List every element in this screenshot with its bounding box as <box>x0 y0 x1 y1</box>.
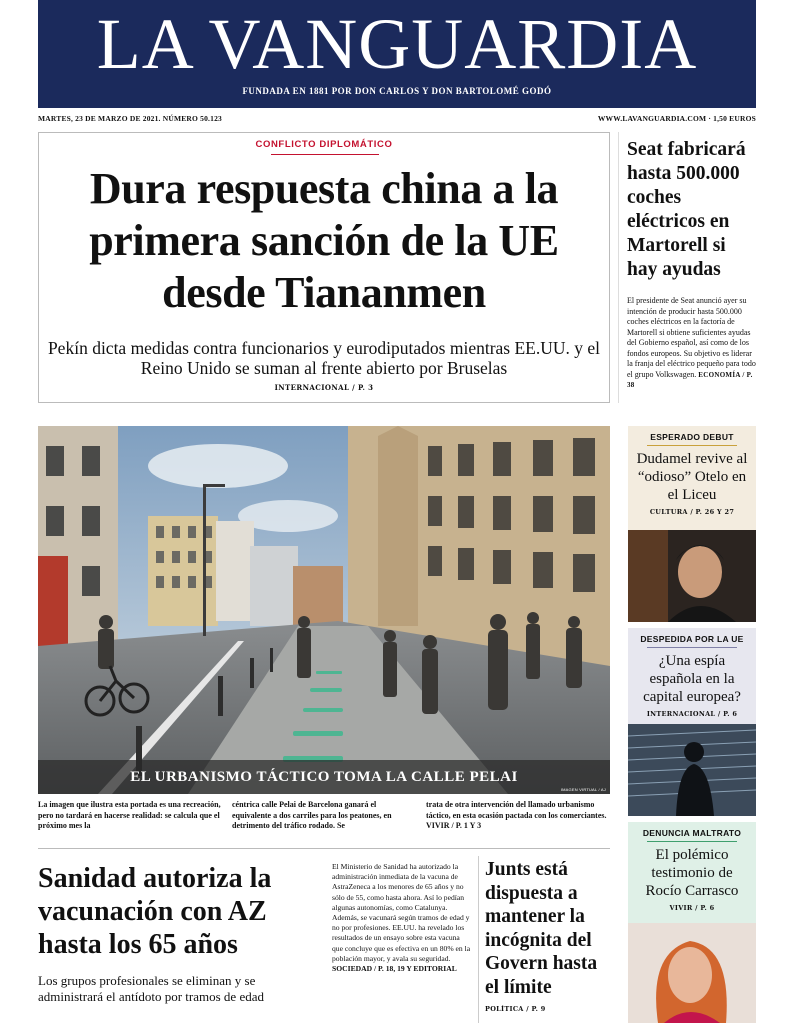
sidebar-kicker: DESPEDIDA POR LA UE <box>640 634 744 644</box>
kicker-underline <box>647 841 737 842</box>
junts-headline[interactable]: Junts está dispuesta a mantener la incógnita del Govern hasta el límite <box>485 859 598 998</box>
sidebar-item-espia[interactable] <box>628 628 756 816</box>
sidebar-headline[interactable]: ¿Una espía española en la capital europea? <box>643 653 741 705</box>
sanidad-story[interactable] <box>38 862 318 1005</box>
photo-text-col-2: céntrica calle Pelai de Barcelona ganará el equivalente a dos carriles para los peatones, en detrimento del tráfico rodado. Se <box>232 800 392 830</box>
photo-caption: EL URBANISMO TÁCTICO TOMA LA CALLE PELAI <box>38 760 610 794</box>
sidebar-kicker: DENUNCIA MALTRATO <box>642 828 742 838</box>
sidebar-headline[interactable]: El polémico testimonio de Rocío Carrasco <box>645 847 739 899</box>
kicker-underline <box>647 445 737 446</box>
newspaper-logo[interactable]: LA VANGUARDIA <box>96 4 698 84</box>
conductor-portrait <box>628 530 756 622</box>
photo-text-col-3: trata de otra intervención del llamado urbanismo táctico, en esta ocasión pactada con los comerciantes. VIVIR / P. 1 Y 3 <box>426 800 607 830</box>
column-divider-bottom <box>478 856 479 1023</box>
section-divider <box>38 848 610 849</box>
photo-description <box>38 800 610 836</box>
lead-page-ref: INTERNACIONAL / P. 3 <box>274 383 374 392</box>
founded-line: FUNDADA EN 1881 POR DON CARLOS Y DON BARTOLOMÉ GODÓ <box>242 86 552 96</box>
junts-page-ref: POLÍTICA / P. 9 <box>485 1005 546 1013</box>
kicker-underline <box>271 154 379 155</box>
photo-text-col-1: La imagen que ilustra esta portada es una recreación, pero no tardará en hacerse realidad: se calcula que el próximo mes la <box>38 800 221 830</box>
sanidad-subheadline: Los grupos profesionales se eliminan y se administrará el antídoto por tramos de edad <box>38 973 264 1004</box>
street-illustration <box>38 426 610 794</box>
lead-subheadline: Pekín dicta medidas contra funcionarios y eurodiputados mientras EE.UU. y el Reino Unido se suman al frente abierto por Bruselas <box>47 338 601 378</box>
kicker-underline <box>647 647 737 648</box>
website-price[interactable]: WWW.LAVANGUARDIA.COM · 1,50 EUROS <box>597 114 756 123</box>
sidebar-page-ref: VIVIR / P. 6 <box>669 904 715 912</box>
issue-date: MARTES, 23 DE MARZO DE 2021. NÚMERO 50.123 <box>38 114 222 123</box>
sanidad-headline[interactable]: Sanidad autoriza la vacunación con AZ hasta los 65 años <box>38 863 272 960</box>
sidebar-headline[interactable]: Dudamel revive al “odioso” Otelo en el Liceu <box>636 451 748 503</box>
lead-headline[interactable]: Dura respuesta china a la primera sanción de la UE desde Tiananmen <box>89 164 559 317</box>
seat-story[interactable] <box>627 138 757 391</box>
rocio-portrait <box>628 923 756 1023</box>
junts-story[interactable] <box>485 858 615 1013</box>
seat-body <box>627 296 757 391</box>
sidebar-page-ref: CULTURA / P. 26 Y 27 <box>649 508 735 516</box>
masthead <box>38 0 756 108</box>
seat-page-ref: ECONOMÍA / P. 38 <box>627 370 753 389</box>
sidebar-item-rocio[interactable] <box>628 822 756 1023</box>
lead-story[interactable] <box>38 132 610 403</box>
column-divider <box>618 132 619 403</box>
photo-credit: IMAGEN VIRTUAL / AJ <box>560 787 606 792</box>
sidebar-item-dudamel[interactable] <box>628 426 756 622</box>
seat-headline[interactable]: Seat fabricará hasta 500.000 coches eléctricos en Martorell si hay ayudas <box>627 139 746 280</box>
sanidad-body <box>332 862 472 974</box>
eu-building-silhouette <box>628 724 756 816</box>
street-photo[interactable] <box>38 426 610 794</box>
dateline <box>38 114 756 128</box>
sanidad-page-ref: SOCIEDAD / P. 18, 19 Y EDITORIAL <box>332 964 457 974</box>
sidebar-page-ref: INTERNACIONAL / P. 6 <box>646 710 738 718</box>
sanidad-body-text: El Ministerio de Sanidad ha autorizado la administración inmediata de la vacuna de AstraZeneca a los menores de 65 años y no sólo de 55, como hasta ahora. Así lo pedían algunas autonomías, como Catalunya. Además, se vacunará según tramos de edad y no por profesiones. EE.UU. ha revelado los resultados de un ensayo sobre esta vacuna que concluye que es efectiva en un 80% en la población mayor, y avala su seguridad. <box>332 862 471 963</box>
seat-body-text: El presidente de Seat anunció ayer su intención de producir hasta 500.000 coches eléctricos en la factoría de Martorell si obtiene suficientes ayudas del Gobierno español, así como de los fondos europeos. Su objetivo es liderar la franja del eléctrico pequeño para todo el grupo Volkswagen. <box>627 296 756 379</box>
lead-kicker: CONFLICTO DIPLOMÁTICO <box>255 139 393 150</box>
sidebar-kicker: ESPERADO DEBUT <box>650 432 734 442</box>
